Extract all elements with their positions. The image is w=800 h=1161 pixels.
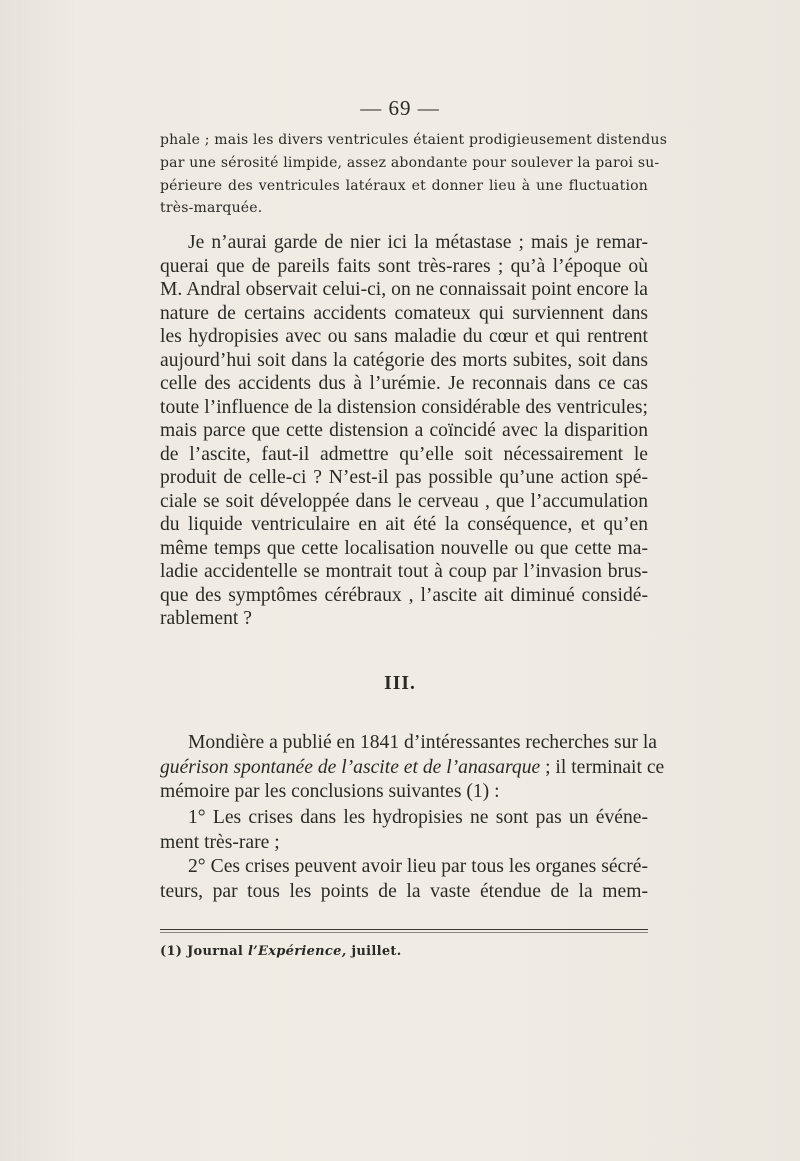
text-line: ladie accidentelle se montrait tout à coup par l’invasion brus- <box>160 561 648 582</box>
text-line: par une sérosité limpide, assez abondante pour soulever la paroi su- <box>160 154 660 171</box>
text-line: rablement ? <box>160 608 252 629</box>
text-line: celle des accidents dus à l’urémie. Je reconnais dans ce cas <box>160 373 648 394</box>
text-line: phale ; mais les divers ventricules étaient prodigieusement distendus <box>160 132 668 148</box>
footnote-divider <box>160 929 648 930</box>
footnote-journal-title: l’Expérience, <box>247 944 347 959</box>
footnote-text: juillet. <box>346 944 402 959</box>
text-line: querai que de pareils faits sont très-rares ; qu’à l’époque où <box>160 255 648 277</box>
italic-title: guérison spontanée de l’ascite et de l’anasarque <box>160 756 541 778</box>
text-line: que des symptômes cérébraux , l’ascite ait diminué considé- <box>160 584 648 606</box>
text-line: teurs, par tous les points de la vaste étendue de la mem- <box>160 880 648 902</box>
text-line: 1° Les crises dans les hydropisies ne sont pas un événe- <box>188 807 648 828</box>
text-line: Mondière a publié en 1841 d’intéressantes recherches sur la <box>188 732 657 753</box>
text-line: nature de certains accidents comateux qui surviennent dans <box>160 302 648 324</box>
paragraph-mondiere <box>160 731 665 805</box>
text-line: très-marquée. <box>160 200 263 217</box>
paragraph-metastase <box>160 231 648 631</box>
text-line: mémoire par les conclusions suivantes (1) : <box>160 781 500 802</box>
section-heading: III. <box>384 673 416 694</box>
text-span: ; il terminait ce <box>540 756 665 778</box>
conclusion-1 <box>160 806 648 855</box>
text-line: ciale se soit développée dans le cerveau , que l’accumulation <box>160 490 648 512</box>
text-line: ment très-rare ; <box>160 831 280 853</box>
footnote-text: (1) Journal <box>160 944 248 959</box>
text-line: M. Andral observait celui-ci, on ne connaissait point encore la <box>160 279 648 300</box>
text-line <box>160 756 665 781</box>
text-line: produit de celle-ci ? N’est-il pas possible qu’une action spé- <box>160 467 648 488</box>
text-line: aujourd’hui soit dans la catégorie des morts subites, soit dans <box>160 349 648 371</box>
text-line: du liquide ventriculaire en ait été la conséquence, et qu’en <box>160 514 648 535</box>
text-line: toute l’influence de la distension considérable des ventricules; <box>160 396 648 418</box>
text-line: les hydropisies avec ou sans maladie du cœur et qui rentrent <box>160 326 648 347</box>
text-line: même temps que cette localisation nouvelle ou que cette ma- <box>160 537 648 559</box>
footnote <box>160 944 402 959</box>
footnote-divider-thin <box>160 932 648 933</box>
text-line: mais parce que cette distension a coïncidé avec la disparition <box>160 420 648 441</box>
text-line: périeure des ventricules latéraux et donner lieu à une fluctuation <box>160 177 648 194</box>
page-number: — 69 — <box>360 96 440 120</box>
text-line: Je n’aurai garde de nier ici la métastase ; mais je remar- <box>188 232 648 253</box>
conclusion-2 <box>160 855 648 904</box>
text-line: 2° Ces crises peuvent avoir lieu par tous les organes sécré- <box>188 856 648 877</box>
continuation-paragraph <box>160 129 668 220</box>
text-line: de l’ascite, faut-il admettre qu’elle soit nécessairement le <box>160 443 648 465</box>
